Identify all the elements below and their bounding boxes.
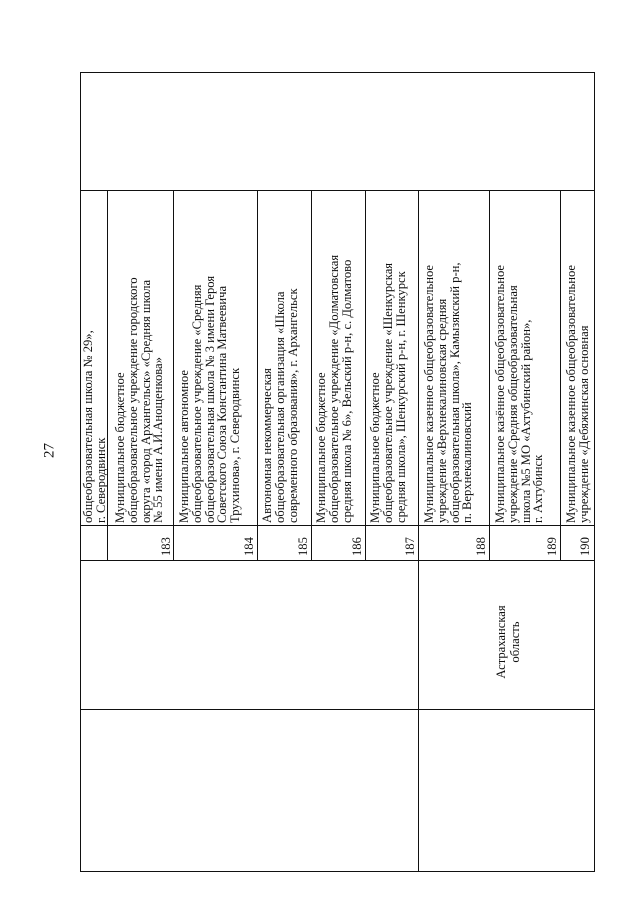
text-line: общеобразовательное учреждение «Долматовская	[326, 254, 341, 523]
column-divider	[80, 560, 595, 561]
row-number-cell	[243, 528, 257, 558]
table-row	[561, 193, 593, 523]
text-line: средняя школа», Шенкурский р-н, г. Шенкурск	[393, 271, 408, 523]
text-line: средняя школа № 6», Вельский р-н, с. Долматово	[339, 259, 354, 523]
text-line: Трухинова», г. Северодвинск	[228, 367, 243, 523]
row-number: 184	[242, 537, 256, 556]
text-line: г. Северодвинск	[93, 437, 108, 523]
table-border-bottom	[594, 72, 595, 872]
region-cell	[480, 592, 540, 692]
text-line: учреждение «Средняя общеобразовательная	[505, 285, 520, 523]
text-line: учреждение «Дебяжинская основная	[576, 325, 591, 523]
row-number-cell	[404, 528, 418, 558]
row-number: 189	[545, 537, 559, 556]
region-divider	[418, 560, 419, 871]
row-number: 190	[578, 537, 592, 556]
text-line: общеобразовательное учреждение городского	[125, 277, 140, 523]
region-name: Астраханская область	[494, 605, 522, 679]
text-line: Муниципальное автономное	[177, 370, 191, 523]
column-divider	[80, 525, 595, 526]
row-number: 183	[159, 537, 173, 556]
text-line: общеобразовательное учреждение «Шенкурская	[380, 262, 395, 523]
text-line: Муниципальное бюджетное	[314, 372, 328, 523]
text-line: № 55 имени А.И.Анощенкова»	[151, 357, 166, 523]
text-line: п. Верхнекалиновский	[460, 402, 475, 523]
table-border-left	[80, 871, 595, 872]
text-line: общеобразовательная школа № 3 имени Героя	[202, 275, 217, 523]
text-line: Муниципальное казённое общеобразовательное	[493, 264, 507, 523]
table-row	[312, 193, 364, 523]
table-row	[419, 193, 488, 523]
text-line: г. Ахтубинск	[531, 454, 546, 523]
row-number: 188	[474, 537, 488, 556]
text-line: общеобразовательное учреждение «Средняя	[189, 284, 204, 523]
row-number: 187	[403, 537, 417, 556]
row-number-cell	[297, 528, 311, 558]
row-number-cell	[546, 528, 560, 558]
text-line: учреждение «Верхнекалиновская средняя	[434, 298, 449, 523]
text-line: Муниципальное казенное общеобразовательное	[564, 264, 578, 523]
text-line: школа №5 МО «Ахтубинский район»,	[518, 319, 533, 523]
text-line: общеобразовательная школа», Камызякский р-н,	[447, 262, 462, 523]
row-number: 185	[296, 537, 310, 556]
continuation-text	[82, 193, 108, 523]
table	[80, 72, 595, 872]
text-line: Советского Союза Константина Матвеевича	[215, 285, 230, 523]
text-line: Муниципальное казенное общеобразовательное	[422, 264, 436, 523]
continuation-cell	[82, 193, 106, 523]
column-divider	[80, 709, 595, 710]
table-row	[258, 193, 310, 523]
row-number-cell	[579, 528, 593, 558]
text-line: общеобразовательная организация «Школа	[272, 291, 287, 523]
text-line: современного образования», г. Архангельск	[285, 288, 300, 523]
column-divider	[80, 190, 595, 191]
row-number-cell	[160, 528, 174, 558]
text-line: Муниципальное бюджетное	[113, 372, 127, 523]
text-line: округа «город Архангельск» «Средняя школа	[138, 279, 153, 523]
row-number: 186	[350, 537, 364, 556]
page-number: 27	[41, 443, 58, 458]
row-number-cell	[351, 528, 365, 558]
text-line: Автономная некоммерческая	[260, 368, 274, 523]
table-border-right	[80, 72, 595, 73]
table-row	[490, 193, 559, 523]
table-row	[108, 193, 172, 523]
table-row	[366, 193, 417, 523]
text-line: общеобразовательная школа № 29»,	[81, 330, 95, 523]
table-row	[174, 193, 256, 523]
text-line: Муниципальное бюджетное	[368, 372, 382, 523]
row-number-cell	[475, 528, 489, 558]
